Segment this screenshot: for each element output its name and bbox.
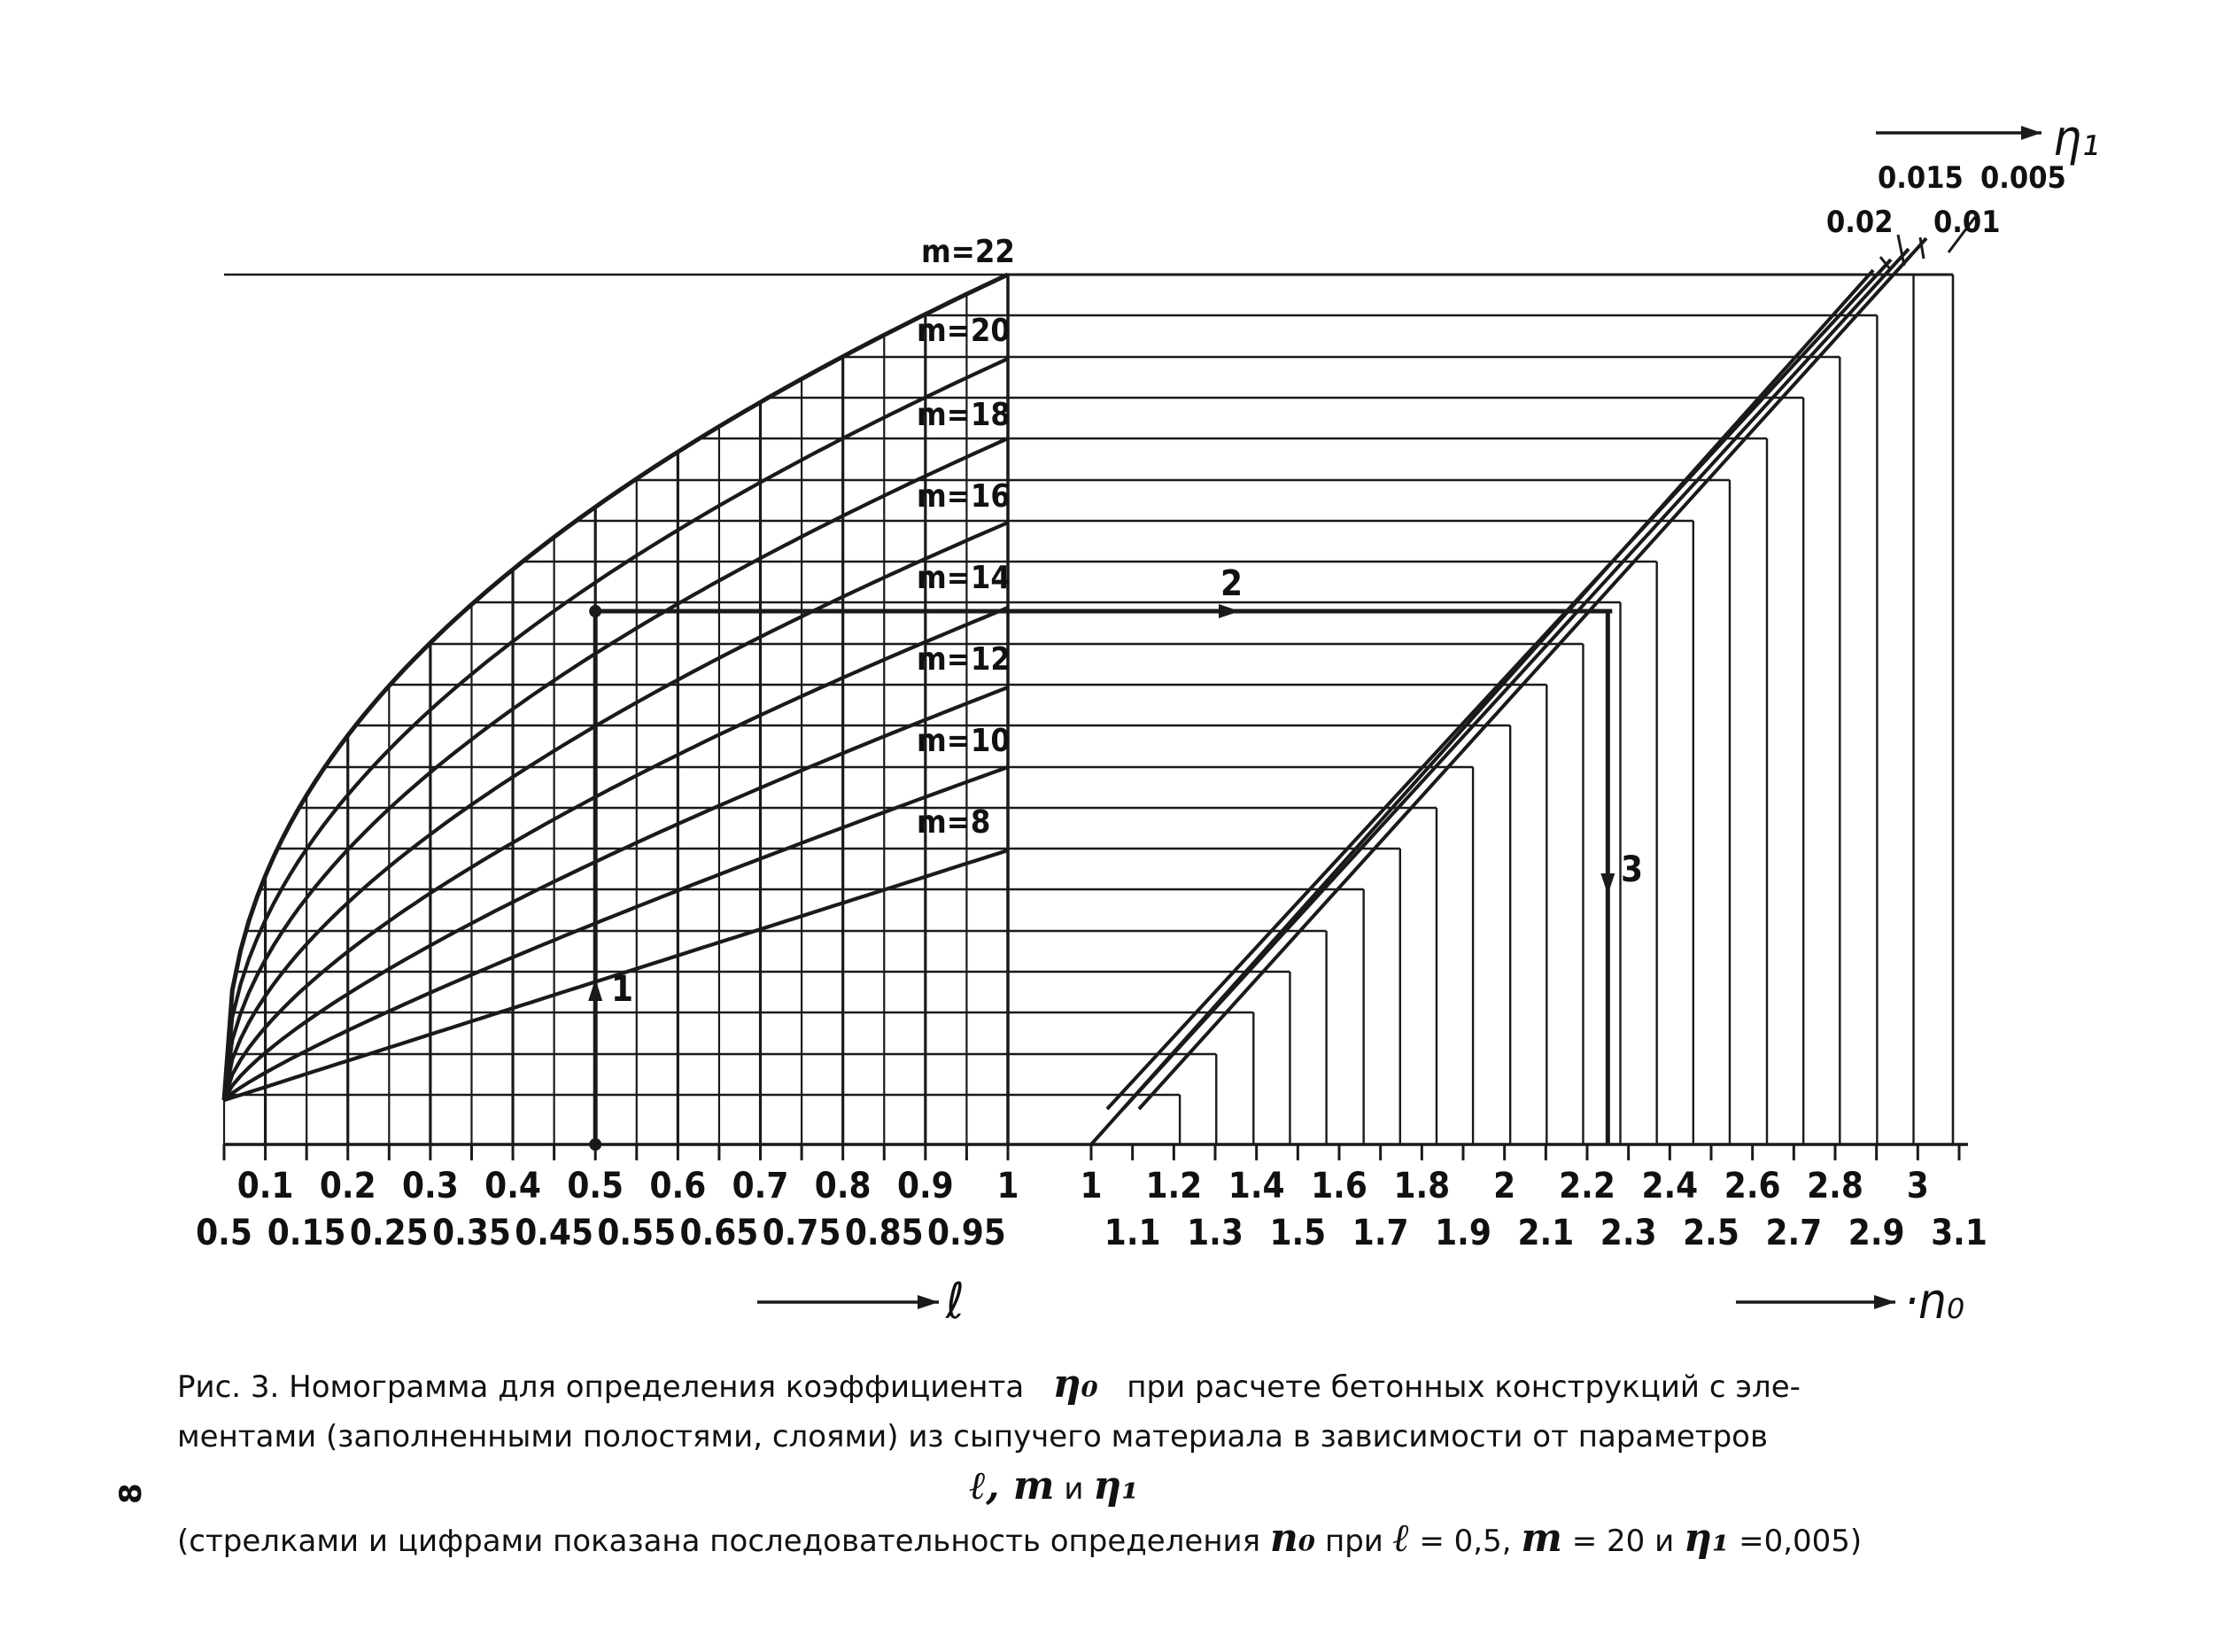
m-curve-label: m=10 xyxy=(917,723,1011,759)
l-tick-label: 0.5 xyxy=(567,1166,624,1206)
m-curve-label: m=12 xyxy=(917,641,1011,678)
caption-symbol-n0: n₀ xyxy=(1269,1516,1316,1561)
l-tick-label: 0.7 xyxy=(732,1166,789,1206)
m-curve-label: m=8 xyxy=(917,804,991,841)
figure-caption xyxy=(177,1360,2143,1566)
l-tick-label: 0.1 xyxy=(236,1166,294,1206)
l-axis-arrow-head xyxy=(918,1295,939,1309)
l-tick-label: 0.25 xyxy=(349,1213,429,1253)
m-curve-label: m=18 xyxy=(917,397,1011,433)
caption-symbol-l: ℓ xyxy=(1392,1516,1410,1561)
n0-tick-label: 2.5 xyxy=(1683,1213,1739,1253)
n0-tick-label: 3 xyxy=(1906,1166,1929,1206)
eta1-label: 0.01 xyxy=(1933,205,2001,240)
path-step-2-arrow xyxy=(1219,604,1240,618)
caption-l-value: = 0,5, xyxy=(1419,1524,1512,1559)
eta1-axis-symbol: η₁ xyxy=(2053,110,2100,167)
m-curve-label: m=22 xyxy=(921,234,1015,270)
axes xyxy=(224,1144,1968,1160)
n0-tick-label: 1.9 xyxy=(1435,1213,1491,1253)
caption-text-1b: при расчете бетонных конструкций с эле- xyxy=(1127,1369,1801,1405)
labels xyxy=(196,110,2099,1330)
caption-text-1a: Рис. 3. Номограмма для определения коэффициента xyxy=(177,1369,1025,1405)
l-axis-symbol: ℓ xyxy=(946,1273,965,1330)
n0-tick-label: 1.4 xyxy=(1228,1166,1285,1206)
caption-symbol-l-m: ℓ, m xyxy=(969,1463,1055,1509)
l-tick-label: 0.75 xyxy=(762,1213,841,1253)
n0-tick-label: 1.7 xyxy=(1352,1213,1409,1253)
n0-tick-label: 2.9 xyxy=(1848,1213,1905,1253)
n0-axis-symbol: ·n₀ xyxy=(1904,1273,1965,1330)
right-panel-lines xyxy=(1008,217,1975,1144)
caption-line-4 xyxy=(177,1514,2143,1566)
m-curve-label: m=20 xyxy=(917,313,1011,349)
eta1-label: 0.015 xyxy=(1878,160,1964,196)
path-point xyxy=(589,605,601,617)
n0-axis-arrow-head xyxy=(1874,1295,1895,1309)
l-tick-label: 0.4 xyxy=(484,1166,541,1206)
l-tick-label: 0.6 xyxy=(649,1166,707,1206)
l-tick-label: 0.9 xyxy=(896,1166,954,1206)
l-tick-label: 0.55 xyxy=(597,1213,677,1253)
caption-line-1 xyxy=(177,1360,2143,1412)
caption-pri: при xyxy=(1325,1524,1383,1559)
n0-tick-label: 2.3 xyxy=(1600,1213,1657,1253)
l-tick-label: 0.3 xyxy=(402,1166,459,1206)
l-tick-label: 0.65 xyxy=(679,1213,759,1253)
caption-m-value: = 20 и xyxy=(1571,1524,1675,1559)
path-step-3-arrow xyxy=(1600,873,1615,895)
caption-symbol-m: m xyxy=(1521,1516,1562,1561)
eta1-label: 0.02 xyxy=(1826,205,1894,240)
caption-eta-value: =0,005) xyxy=(1739,1524,1863,1559)
l-tick-label: 0.95 xyxy=(927,1213,1006,1253)
eta1-arrow-head xyxy=(2021,126,2041,140)
path-step-label: 1 xyxy=(611,969,634,1010)
n0-tick-label: 2 xyxy=(1493,1166,1516,1206)
caption-symbol-eta1-b: η₁ xyxy=(1684,1516,1730,1561)
caption-text-4a: (стрелками и цифрами показана последовательность определения xyxy=(177,1524,1261,1559)
path-point xyxy=(589,1138,601,1151)
l-tick-label: 0.35 xyxy=(432,1213,511,1253)
caption-and: и xyxy=(1064,1471,1084,1507)
n0-tick-label: 2.8 xyxy=(1807,1166,1863,1206)
n0-tick-label: 1.1 xyxy=(1104,1213,1161,1253)
eta1-line xyxy=(1123,249,1909,1109)
l-tick-label: 0.15 xyxy=(267,1213,346,1253)
n0-tick-label: 2.7 xyxy=(1765,1213,1823,1253)
m-curve-10 xyxy=(224,767,1008,1100)
m-curve-label: m=16 xyxy=(917,478,1011,515)
caption-line-2: ментами (заполненными полостями, слоями) из сыпучего материала в зависимости от параметров xyxy=(177,1419,1768,1454)
n0-tick-label: 1.6 xyxy=(1311,1166,1367,1206)
n0-tick-label: 1.8 xyxy=(1393,1166,1451,1206)
n0-tick-label: 1.5 xyxy=(1269,1213,1327,1253)
n0-tick-label: 2.1 xyxy=(1517,1213,1575,1253)
n0-tick-label: 1.2 xyxy=(1145,1166,1203,1206)
left-panel-grid xyxy=(224,275,1008,1144)
eta1-label: 0.005 xyxy=(1980,160,2066,196)
l-tick-label: 0.45 xyxy=(515,1213,594,1253)
caption-line-3 xyxy=(177,1462,2143,1514)
example-path xyxy=(588,604,1615,1151)
page-number: 8 xyxy=(113,1483,149,1504)
n0-tick-label: 3.1 xyxy=(1931,1213,1987,1253)
n0-tick-label: 2.4 xyxy=(1641,1166,1699,1206)
n0-tick-label: 1 xyxy=(1080,1166,1103,1206)
caption-symbol-eta1: η₁ xyxy=(1093,1463,1139,1509)
eta1-line xyxy=(1139,238,1926,1109)
path-step-label: 2 xyxy=(1220,563,1243,604)
path-step-label: 3 xyxy=(1621,849,1644,890)
n0-tick-label: 1.3 xyxy=(1187,1213,1243,1253)
n0-tick-label: 2.2 xyxy=(1559,1166,1615,1206)
l-tick-label: 0.5 xyxy=(196,1213,252,1253)
l-tick-label: 1 xyxy=(996,1166,1019,1206)
l-tick-label: 0.2 xyxy=(319,1166,376,1206)
m-curve-label: m=14 xyxy=(917,560,1011,596)
n0-tick-label: 2.6 xyxy=(1724,1166,1781,1206)
m-curve-12 xyxy=(224,687,1008,1100)
caption-symbol-eta0: η₀ xyxy=(1052,1361,1098,1407)
l-tick-label: 0.8 xyxy=(814,1166,872,1206)
l-tick-label: 0.85 xyxy=(844,1213,924,1253)
